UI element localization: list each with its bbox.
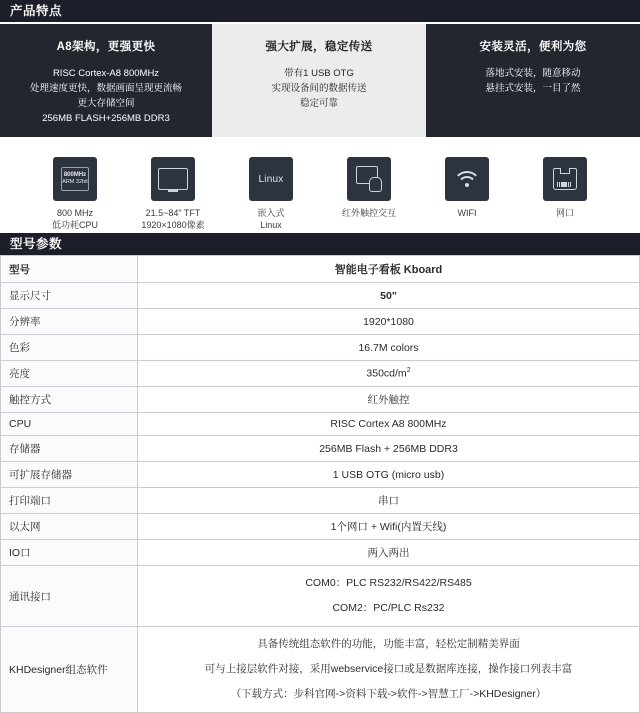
icon-caption-line: 1920×1080像素 xyxy=(141,220,205,230)
feature-card-title: A8架构，更强更快 xyxy=(56,41,156,53)
spec-value: 1920*1080 xyxy=(138,309,640,335)
icon-item-touch xyxy=(332,157,406,219)
feature-line: 更大存储空间 xyxy=(77,98,135,109)
spec-label: 型号 xyxy=(1,256,138,283)
icon-caption xyxy=(234,207,308,231)
icon-caption xyxy=(332,207,406,219)
spec-value-line: （下载方式：步科官网->资料下载->软件->智慧工厂->KHDesigner） xyxy=(230,688,547,700)
icon-caption-line: 低功耗CPU xyxy=(51,220,98,230)
cpu-chip-icon xyxy=(53,157,97,201)
spec-value-line: COM0：PLC RS232/RS422/RS485 xyxy=(305,577,472,589)
spec-label: KHDesigner组态软件 xyxy=(1,627,138,713)
icon-item-linux xyxy=(234,157,308,231)
spec-label: 存储器 xyxy=(1,436,138,462)
icon-caption-line: 800 MHz xyxy=(56,208,93,218)
icon-caption-line: 红外触控交互 xyxy=(341,208,396,218)
table-row xyxy=(1,361,640,387)
icon-caption-line: 21.5~84" TFT xyxy=(145,208,201,218)
table-row xyxy=(1,387,640,413)
feature-line: 悬挂式安装，一目了然 xyxy=(485,83,581,94)
feature-line: RISC Cortex-A8 800MHz xyxy=(52,68,160,79)
feature-icon-row xyxy=(0,137,640,233)
lan-pins xyxy=(557,182,571,187)
wifi-glyph xyxy=(453,169,481,189)
monitor-stand xyxy=(168,190,178,192)
feature-line: 处理速度更快，数据画面呈现更流畅 xyxy=(29,83,182,94)
icon-caption-line: 网口 xyxy=(555,208,574,218)
spec-value-line: 可与上接层软件对接，采用webservice接口或是数据库连接，操作接口列表丰富 xyxy=(204,663,573,675)
spec-label: 触控方式 xyxy=(1,387,138,413)
feature-card-body xyxy=(212,66,426,111)
spec-value xyxy=(138,283,640,309)
spec-value-line: COM2：PC/PLC Rs232 xyxy=(332,602,445,614)
spec-value: RISC Cortex A8 800MHz xyxy=(138,413,640,436)
icon-caption xyxy=(430,207,504,219)
touch-screen-icon xyxy=(347,157,391,201)
linux-icon-label: Linux xyxy=(258,173,284,185)
feature-card-title: 强大扩展，稳定传送 xyxy=(265,41,373,53)
table-row xyxy=(1,627,640,713)
spec-label: 以太网 xyxy=(1,514,138,540)
cpu-chip-badge-top: 800MHz xyxy=(63,172,87,178)
lan-port-icon xyxy=(543,157,587,201)
spec-value-text: 350cd/m xyxy=(366,367,407,380)
cpu-chip-badge-bottom: ARM 32bit xyxy=(62,179,88,185)
icon-caption xyxy=(38,207,112,231)
spec-label: 可扩展存储器 xyxy=(1,462,138,488)
spec-value: 1 USB OTG (micro usb) xyxy=(138,462,640,488)
lan-glyph xyxy=(553,168,577,190)
spec-value-text: 50" xyxy=(380,289,397,302)
features-section-header: 产品特点 xyxy=(0,0,640,22)
feature-line: 256MB FLASH+256MB DDR3 xyxy=(42,113,170,124)
wifi-dot xyxy=(465,183,469,187)
feature-line: 落地式安装，随意移动 xyxy=(485,68,581,79)
feature-line: 带有1 USB OTG xyxy=(284,68,354,79)
spec-value: 1个网口 + Wifi(内置天线) xyxy=(138,514,640,540)
icon-caption xyxy=(136,207,210,231)
cpu-chip-badge xyxy=(61,167,89,191)
monitor-icon xyxy=(151,157,195,201)
table-row xyxy=(1,283,640,309)
icon-caption xyxy=(528,207,602,219)
spec-label: 亮度 xyxy=(1,361,138,387)
spec-value: 256MB Flash + 256MB DDR3 xyxy=(138,436,640,462)
spec-value xyxy=(138,566,640,627)
spec-label: 分辨率 xyxy=(1,309,138,335)
feature-card-body xyxy=(426,66,640,96)
spec-value xyxy=(138,627,640,713)
table-row xyxy=(1,462,640,488)
icon-caption-line: Linux xyxy=(260,220,282,230)
spec-label: 通讯接口 xyxy=(1,566,138,627)
spec-label: IO口 xyxy=(1,540,138,566)
spec-value-line: 具备传统组态软件的功能，功能丰富，轻松定制精美界面 xyxy=(257,638,520,650)
table-row xyxy=(1,566,640,627)
table-row xyxy=(1,256,640,283)
table-row xyxy=(1,540,640,566)
spec-table xyxy=(0,255,640,713)
table-row xyxy=(1,436,640,462)
spec-value: 智能电子看板 Kboard xyxy=(138,256,640,283)
specs-section-header: 型号参数 xyxy=(0,233,640,255)
icon-item-wifi xyxy=(430,157,504,219)
spec-value-superscript: 2 xyxy=(406,367,411,375)
table-row xyxy=(1,514,640,540)
spec-value: 串口 xyxy=(138,488,640,514)
lan-notch xyxy=(560,168,570,174)
spec-label: CPU xyxy=(1,413,138,436)
touch-hand xyxy=(369,177,382,192)
table-row xyxy=(1,335,640,361)
spec-value: 两入两出 xyxy=(138,540,640,566)
touch-glyph xyxy=(356,166,382,192)
feature-card-title: 安装灵活，便利为您 xyxy=(479,41,587,53)
spec-label: 色彩 xyxy=(1,335,138,361)
feature-card-installation xyxy=(426,24,640,137)
spec-value xyxy=(138,361,640,387)
table-row xyxy=(1,413,640,436)
spec-value: 红外触控 xyxy=(138,387,640,413)
icon-item-display xyxy=(136,157,210,231)
feature-card-expansion xyxy=(212,24,426,137)
feature-card-architecture xyxy=(0,24,212,137)
table-row xyxy=(1,309,640,335)
icon-caption-line: WIFI xyxy=(457,208,477,218)
monitor-screen xyxy=(158,168,188,190)
table-row xyxy=(1,488,640,514)
spec-label: 打印端口 xyxy=(1,488,138,514)
feature-line: 实现设备间的数据传送 xyxy=(271,83,367,94)
feature-line: 稳定可靠 xyxy=(299,98,338,109)
linux-icon xyxy=(249,157,293,201)
icon-item-cpu xyxy=(38,157,112,231)
wifi-icon xyxy=(445,157,489,201)
feature-cards-strip xyxy=(0,24,640,137)
spec-value: 16.7M colors xyxy=(138,335,640,361)
icon-caption-line: 嵌入式 xyxy=(257,208,285,218)
feature-card-body xyxy=(0,66,212,126)
icon-item-lan xyxy=(528,157,602,219)
spec-label: 显示尺寸 xyxy=(1,283,138,309)
